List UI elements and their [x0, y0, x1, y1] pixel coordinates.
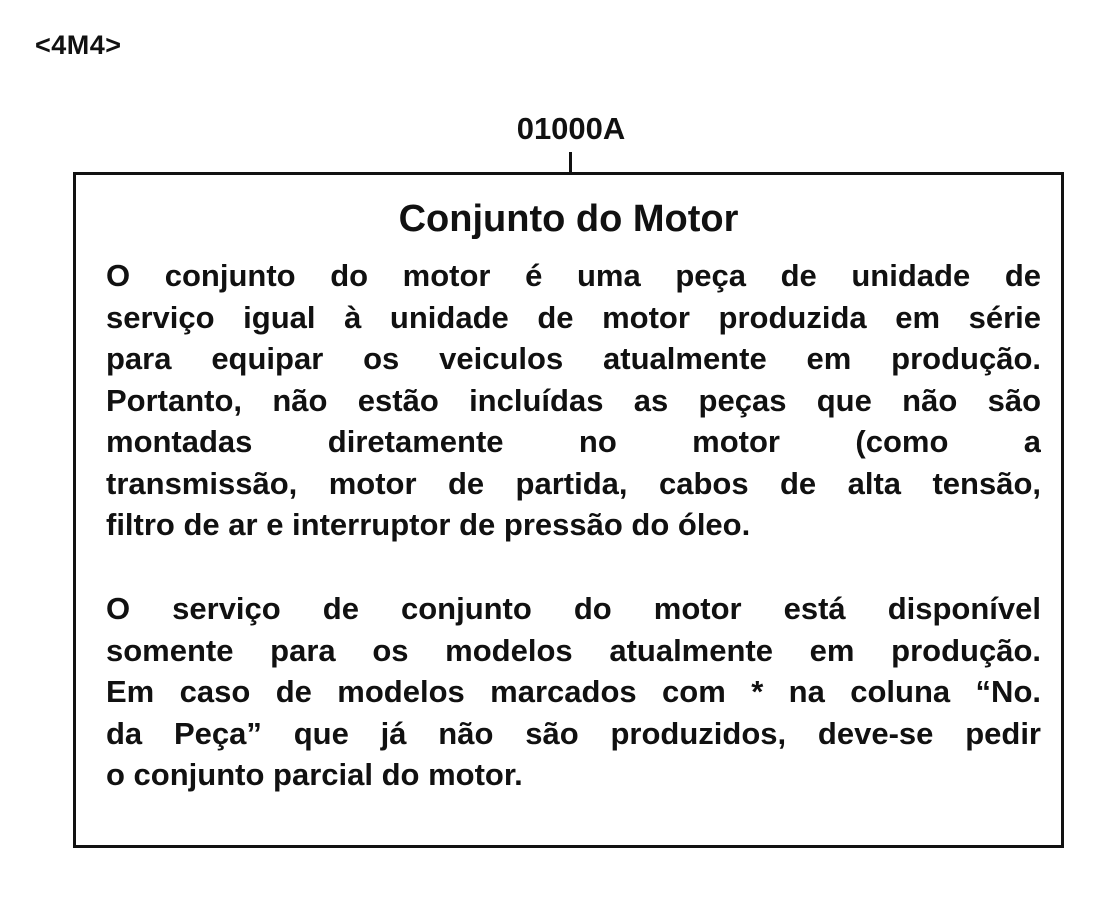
- paragraph-line: O serviço de conjunto do motor está disponível: [106, 591, 1041, 626]
- notice-paragraph-2: [106, 588, 1041, 796]
- notice-title: Conjunto do Motor: [398, 198, 739, 240]
- page-code: <4M4>: [35, 30, 122, 60]
- paragraph-line: O conjunto do motor é uma peça de unidade de: [106, 258, 1041, 293]
- paragraph-line: transmissão, motor de partida, cabos de alta tensão,: [106, 465, 1041, 501]
- paragraph-line: para equipar os veiculos atualmente em produção.: [106, 341, 1041, 376]
- paragraph-line: somente para os modelos atualmente em produção.: [106, 632, 1041, 668]
- notice-paragraph-1: [106, 255, 1041, 546]
- notice-box: [73, 172, 1064, 848]
- callout-leader-line: [569, 152, 572, 174]
- paragraph-line: serviço igual à unidade de motor produzida em série: [106, 299, 1041, 335]
- paragraph-line: o conjunto parcial do motor.: [106, 757, 523, 792]
- paragraph-line: Portanto, não estão incluídas as peças que não são: [106, 382, 1041, 418]
- part-number-callout: 01000A: [516, 111, 626, 146]
- paragraph-line: Em caso de modelos marcados com * na coluna “No.: [106, 674, 1041, 709]
- paragraph-line: da Peça” que já não são produzidos, deve-se pedir: [106, 715, 1041, 751]
- paragraph-line: montadas diretamente no motor (como a: [106, 424, 1041, 459]
- paragraph-line: filtro de ar e interruptor de pressão do óleo.: [106, 507, 751, 542]
